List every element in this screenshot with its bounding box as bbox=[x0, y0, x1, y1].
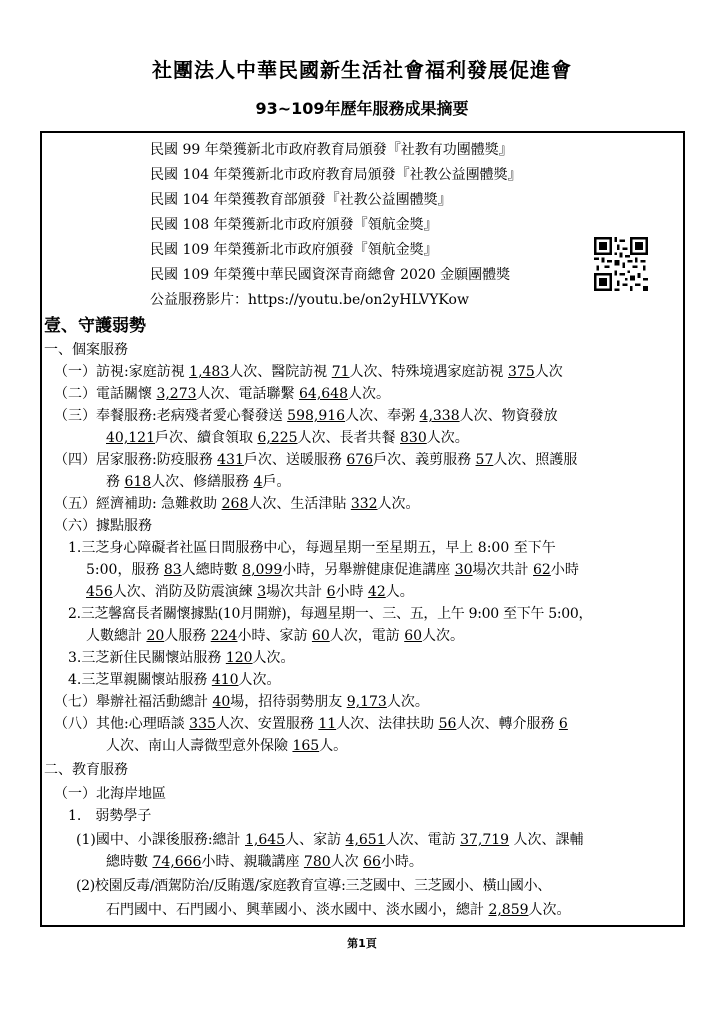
text-line: 1.三芝身心障礙者社區日間服務中心，每週星期一至星期五，早上 8:00 至下午 bbox=[68, 540, 556, 556]
text-line: 總時數 74,666小時、親職講座 780人次 66小時。 bbox=[106, 854, 423, 870]
text-line: 1. 弱勢學子 bbox=[68, 808, 152, 824]
text-line: 456人次、消防及防震演練 3場次共計 6小時 42人。 bbox=[86, 584, 414, 600]
subsection-heading: 二、教育服務 bbox=[44, 762, 128, 778]
text-line: 5:00，服務 83人總時數 8,099小時，另舉辦健康促進講座 30場次共計 62小時 bbox=[86, 562, 579, 578]
text-line: （三）奉餐服務:老病殘者愛心餐發送 598,916人次、奉粥 4,338人次、物資發放 bbox=[54, 408, 558, 424]
page-number: 第1頁 bbox=[347, 937, 377, 950]
text-line: 石門國中、石門國小、興華國小、淡水國中、淡水國小，總計 2,859人次。 bbox=[106, 902, 571, 918]
award-item: 民國 104 年榮獲新北市政府教育局頒發『社教公益團體獎』 bbox=[150, 167, 522, 183]
text-line: （一）訪視:家庭訪視 1,483人次、醫院訪視 71人次、特殊境遇家庭訪視 375人次 bbox=[54, 364, 563, 380]
text-line: 人數總計 20人服務 224小時、家訪 60人次，電訪 60人次。 bbox=[86, 628, 465, 644]
text-line: 2.三芝馨窩長者關懷據點(10月開辦)，每週星期一、三、五，上午 9:00 至下午 5:00， bbox=[68, 606, 593, 622]
text-line: 務 618人次、修繕服務 4戶。 bbox=[106, 474, 291, 490]
text-line: （五）經濟補助: 急難救助 268人次、生活津貼 332人次。 bbox=[54, 496, 420, 512]
text-line: （七）舉辦社福活動總計 40場，招待弱勢朋友 9,173人次。 bbox=[54, 694, 429, 710]
award-item: 民國 109 年榮獲中華民國資深青商總會 2020 金願團體獎 bbox=[150, 267, 511, 283]
text-line: （二）電話關懷 3,273人次、電話聯繫 64,648人次。 bbox=[54, 386, 390, 402]
document-subtitle: 93~109年歷年服務成果摘要 bbox=[255, 99, 469, 118]
document-title: 社團法人中華民國新生活社會福利發展促進會 bbox=[152, 58, 572, 82]
award-item: 民國 108 年榮獲新北市政府頒發『領航金獎』 bbox=[150, 217, 438, 233]
text-line: (1)國中、小課後服務:總計 1,645人、家訪 4,651人次、電訪 37,719 人次、課輔 bbox=[76, 832, 584, 848]
text-line: 40,121戶次、續食領取 6,225人次、長者共餐 830人次。 bbox=[106, 430, 469, 446]
text-line: 3.三芝新住民關懷站服務 120人次。 bbox=[68, 650, 295, 666]
text-line: (2)校園反毒/酒駕防治/反賄選/家庭教育宣導:三芝國中、三芝國小、橫山國小、 bbox=[76, 878, 551, 894]
text-line: （四）居家服務:防疫服務 431戶次、送暖服務 676戶次、義剪服務 57人次、照護服 bbox=[54, 452, 578, 468]
award-item: 民國 104 年榮獲教育部頒發『社教公益團體獎』 bbox=[150, 192, 452, 208]
text-line: 人次、南山人壽微型意外保險 165人。 bbox=[106, 738, 348, 754]
text-line: （一）北海岸地區 bbox=[54, 786, 166, 802]
section-heading: 壹、守護弱勢 bbox=[44, 316, 146, 336]
award-item: 民國 109 年榮獲新北市政府頒發『領航金獎』 bbox=[150, 242, 438, 258]
text-line: 4.三芝單親關懷站服務 410人次。 bbox=[68, 672, 281, 688]
awards-box bbox=[40, 131, 685, 309]
award-item: 民國 99 年榮獲新北市政府教育局頒發『社教有功團體獎』 bbox=[150, 142, 513, 158]
video-link[interactable]: 公益服務影片：https://youtu.be/on2yHLVYKow bbox=[150, 292, 469, 308]
subsection-heading: 一、個案服務 bbox=[44, 342, 128, 358]
text-line: （六）據點服務 bbox=[54, 518, 152, 534]
qr-code-icon[interactable] bbox=[594, 237, 648, 291]
text-line: （八）其他:心理晤談 335人次、安置服務 11人次、法律扶助 56人次、轉介服務 6 bbox=[54, 716, 568, 732]
results-summary bbox=[40, 309, 685, 927]
